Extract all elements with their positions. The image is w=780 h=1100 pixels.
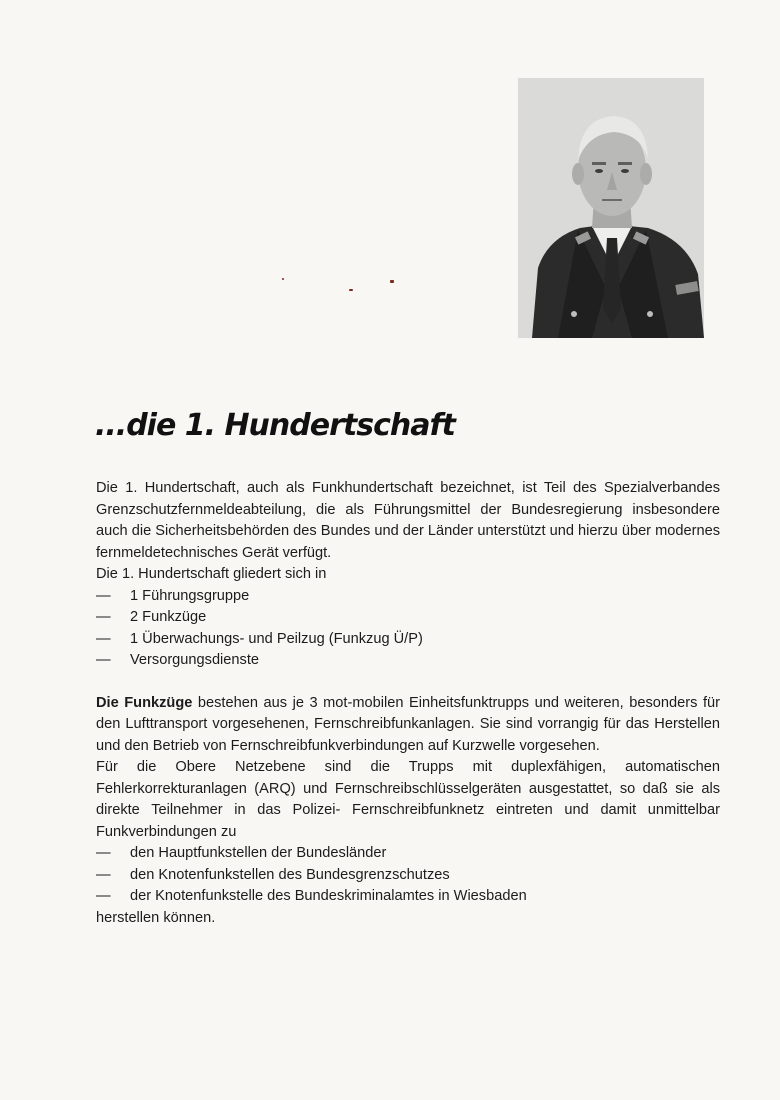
list-item: — 1 Überwachungs- und Peilzug (Funkzug Ü/P) <box>96 629 720 651</box>
funkzuege-text: bestehen aus je 3 mot-mobilen Einheitsfunktrupps und weiteren, besonders für den Lufttransport vorgesehenen, Fernschreibfunkanlagen. Sie sind vorrangig für das Herstellen und den Betrieb von Fernschreibfunkverbindungen auf Kurzwelle vorgesehen. <box>96 694 720 754</box>
closing-line: herstellen können. <box>96 909 216 926</box>
structure-lead: Die 1. Hundertschaft gliedert sich in <box>96 566 327 582</box>
paper-speck <box>282 278 284 280</box>
officer-portrait-photo <box>518 78 704 338</box>
dash-marker: — <box>96 609 111 625</box>
dash-marker: — <box>96 866 111 883</box>
portrait-illustration <box>518 78 704 338</box>
dash-marker: — <box>96 845 111 861</box>
dash-marker: — <box>96 630 111 647</box>
paragraph-gap <box>96 672 720 693</box>
page-title: ...die 1. Hundertschaft <box>95 408 455 443</box>
list-item: — 1 Führungsgruppe <box>96 586 720 608</box>
body-text <box>96 478 720 929</box>
list-item: — den Knotenfunkstellen des Bundesgrenzschutzes <box>96 865 720 887</box>
list-item: — den Hauptfunkstellen der Bundesländer <box>96 843 720 865</box>
list-item: — der Knotenfunkstelle des Bundeskriminalamtes in Wiesbaden <box>96 886 720 908</box>
connection-list <box>96 843 720 908</box>
dash-marker: — <box>96 888 111 904</box>
paper-speck <box>390 280 394 283</box>
list-item: — 2 Funkzüge <box>96 607 720 629</box>
funkzuege-paragraph <box>96 693 720 758</box>
dash-marker: — <box>96 587 111 604</box>
funkzuege-heading: Die Funkzüge <box>96 694 193 711</box>
netz-paragraph: Für die Obere Netzebene sind die Trupps mit duplexfähigen, automatischen Fehlerkorrekturanlagen (ARQ) und Fernschreibschlüsselgeräten ausgestattet, so daß sie als direkte Teilnehmer in das Polizei- Fernschreibfunknetz eintreten und damit unmittelbar Funkverbindungen zu <box>96 759 720 840</box>
list-item: — Versorgungsdienste <box>96 650 720 672</box>
paper-speck <box>349 289 353 291</box>
intro-paragraph: Die 1. Hundertschaft, auch als Funkhundertschaft bezeichnet, ist Teil des Spezialverbandes Grenzschutzfernmeldeabteilung, die als Führungsmittel der Bundesregierung insbesondere auch die Sicherheitsbehörden des Bundes und der Länder unterstützt und hierzu über modernes fernmeldetechnisches Gerät verfügt. <box>96 480 720 561</box>
dash-marker: — <box>96 652 111 668</box>
structure-list <box>96 586 720 672</box>
